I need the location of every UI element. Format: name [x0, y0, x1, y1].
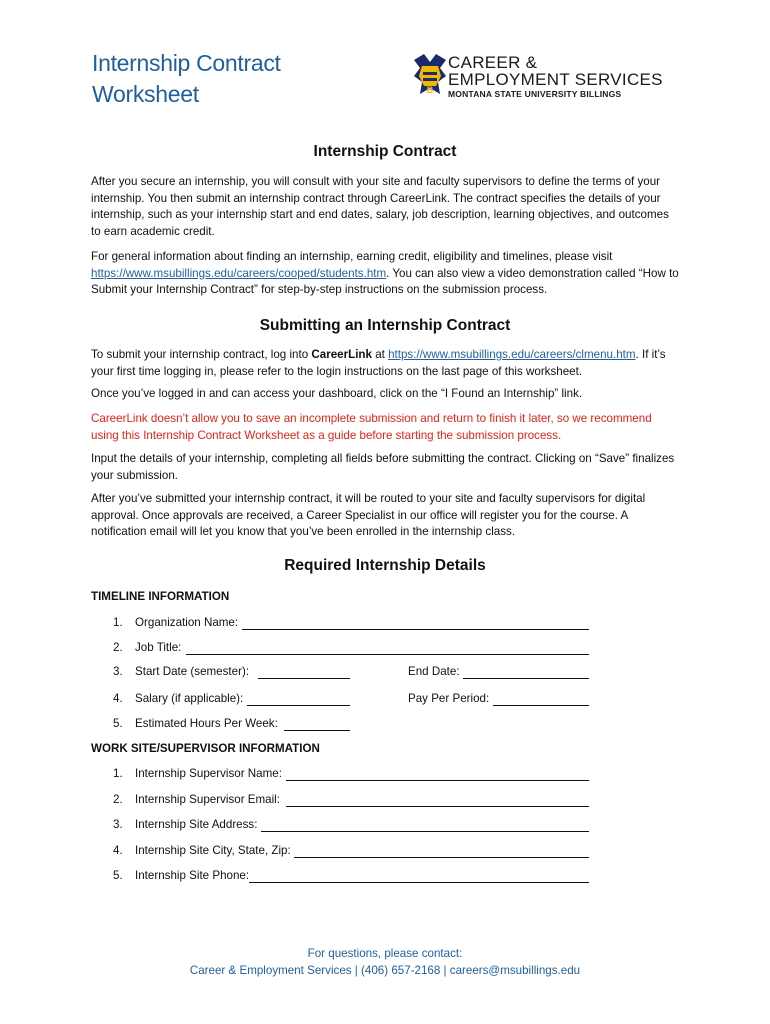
row-number: 2. [113, 641, 123, 654]
pay-period-field[interactable] [493, 705, 589, 706]
site-phone-label: Internship Site Phone: [135, 869, 250, 882]
general-info-text-after: . You can also view a video demonstration called “How to Submit your Internship Contract” for step-by-step instructions on the submission process. [91, 266, 679, 296]
section-heading-required-details: Required Internship Details [284, 557, 486, 574]
row-number: 1. [113, 767, 123, 780]
row-number: 4. [113, 692, 123, 705]
worksite-row-supervisor-name [0, 767, 770, 783]
site-address-label: Internship Site Address: [135, 818, 258, 831]
footer-contact [0, 945, 770, 979]
section-heading-internship-contract: Internship Contract [313, 143, 457, 160]
pay-period-label: Pay Per Period: [408, 692, 490, 705]
timeline-row-organization [0, 616, 770, 632]
supervisor-name-field[interactable] [286, 780, 589, 781]
supervisor-email-field[interactable] [286, 806, 589, 807]
timeline-section-title: TIMELINE INFORMATION [91, 590, 230, 603]
site-phone-field[interactable] [249, 882, 589, 883]
row-number: 5. [113, 717, 123, 730]
row-number: 4. [113, 844, 123, 857]
yellowjacket-mascot-icon [410, 52, 450, 98]
login-text-before: To submit your internship contract, log into [91, 348, 312, 361]
start-date-label: Start Date (semester): [135, 665, 250, 678]
careerlink-bold: CareerLink [311, 348, 372, 361]
timeline-row-job-title [0, 641, 770, 657]
timeline-row-salary [0, 692, 770, 708]
general-info-paragraph [91, 249, 681, 299]
worksite-row-site-address [0, 818, 770, 834]
footer-line-2: Career & Employment Services | (406) 657-2168 | careers@msubillings.edu [189, 964, 581, 977]
worksite-row-supervisor-email [0, 793, 770, 809]
dashboard-paragraph: Once you’ve logged in and can access your dashboard, click on the “I Found an Internship” link. [91, 387, 583, 400]
login-text-mid: at [371, 348, 389, 361]
worksite-row-city-state-zip [0, 844, 770, 860]
row-number: 1. [113, 616, 123, 629]
worksite-row-site-phone [0, 869, 770, 885]
timeline-row-dates [0, 665, 770, 681]
job-title-field[interactable] [186, 654, 589, 655]
supervisor-email-label: Internship Supervisor Email: [135, 793, 280, 806]
salary-field[interactable] [247, 705, 350, 706]
careerlink-menu-link[interactable]: https://www.msubillings.edu/careers/clmenu.htm [388, 348, 636, 361]
end-date-label: End Date: [408, 665, 460, 678]
start-date-field[interactable] [258, 678, 350, 679]
logo-text-line-1: CAREER & [448, 53, 538, 72]
logo-text-line-3: MONTANA STATE UNIVERSITY BILLINGS [448, 89, 622, 99]
input-details-paragraph: Input the details of your internship, completing all fields before submitting the contract. Clicking on “Save” finalizes your submission. [91, 452, 675, 482]
title-line-2: Worksheet [92, 81, 199, 107]
job-title-label: Job Title: [135, 641, 182, 654]
general-info-text-before: For general information about finding an internship, earning credit, eligibility and timelines, please visit [91, 250, 613, 263]
row-number: 2. [113, 793, 123, 806]
city-state-zip-field[interactable] [294, 857, 589, 858]
end-date-field[interactable] [463, 678, 589, 679]
login-text-after: . If it’s your first time logging in, please refer to the login instructions on the last page of this worksheet. [91, 348, 666, 378]
hours-per-week-field[interactable] [284, 730, 350, 731]
routing-paragraph: After you’ve submitted your internship contract, it will be routed to your site and faculty supervisors for digital approval. Once approvals are received, a Career Specialist in our office will register you for the course. A notification email will let you know that you’ve been enrolled in the internship class. [91, 492, 646, 538]
supervisor-name-label: Internship Supervisor Name: [135, 767, 282, 780]
document-title [92, 48, 281, 110]
section-heading-submitting: Submitting an Internship Contract [259, 317, 511, 334]
city-state-zip-label: Internship Site City, State, Zip: [135, 844, 291, 857]
salary-label: Salary (if applicable): [135, 692, 244, 705]
title-line-1: Internship Contract [92, 50, 281, 76]
site-address-field[interactable] [261, 831, 589, 832]
cooped-students-link[interactable]: https://www.msubillings.edu/careers/cooped/students.htm [91, 266, 387, 280]
warning-paragraph: CareerLink doesn’t allow you to save an incomplete submission and return to finish it later, so we recommend using this Internship Contract Worksheet as a guide before starting the submission process. [91, 412, 652, 442]
worksite-section-title: WORK SITE/SUPERVISOR INFORMATION [91, 742, 320, 755]
footer-line-1: For questions, please contact: [307, 947, 463, 960]
row-number: 3. [113, 818, 123, 831]
timeline-row-hours [0, 717, 770, 733]
row-number: 3. [113, 665, 123, 678]
hours-per-week-label: Estimated Hours Per Week: [135, 717, 278, 730]
organization-name-field[interactable] [242, 629, 589, 630]
login-paragraph [91, 347, 681, 380]
intro-paragraph: After you secure an internship, you will consult with your site and faculty supervisors to define the terms of your internship. You then submit an internship contract through CareerLink. The contract specifies the details of your internship, such as your internship start and end dates, salary, job description, learning objectives, and outcomes to earn academic credit. [91, 175, 669, 238]
career-services-logo [410, 50, 700, 102]
svg-text:B: B [426, 85, 434, 95]
organization-name-label: Organization Name: [135, 616, 239, 629]
logo-text-line-2: EMPLOYMENT SERVICES [448, 70, 663, 89]
row-number: 5. [113, 869, 123, 882]
